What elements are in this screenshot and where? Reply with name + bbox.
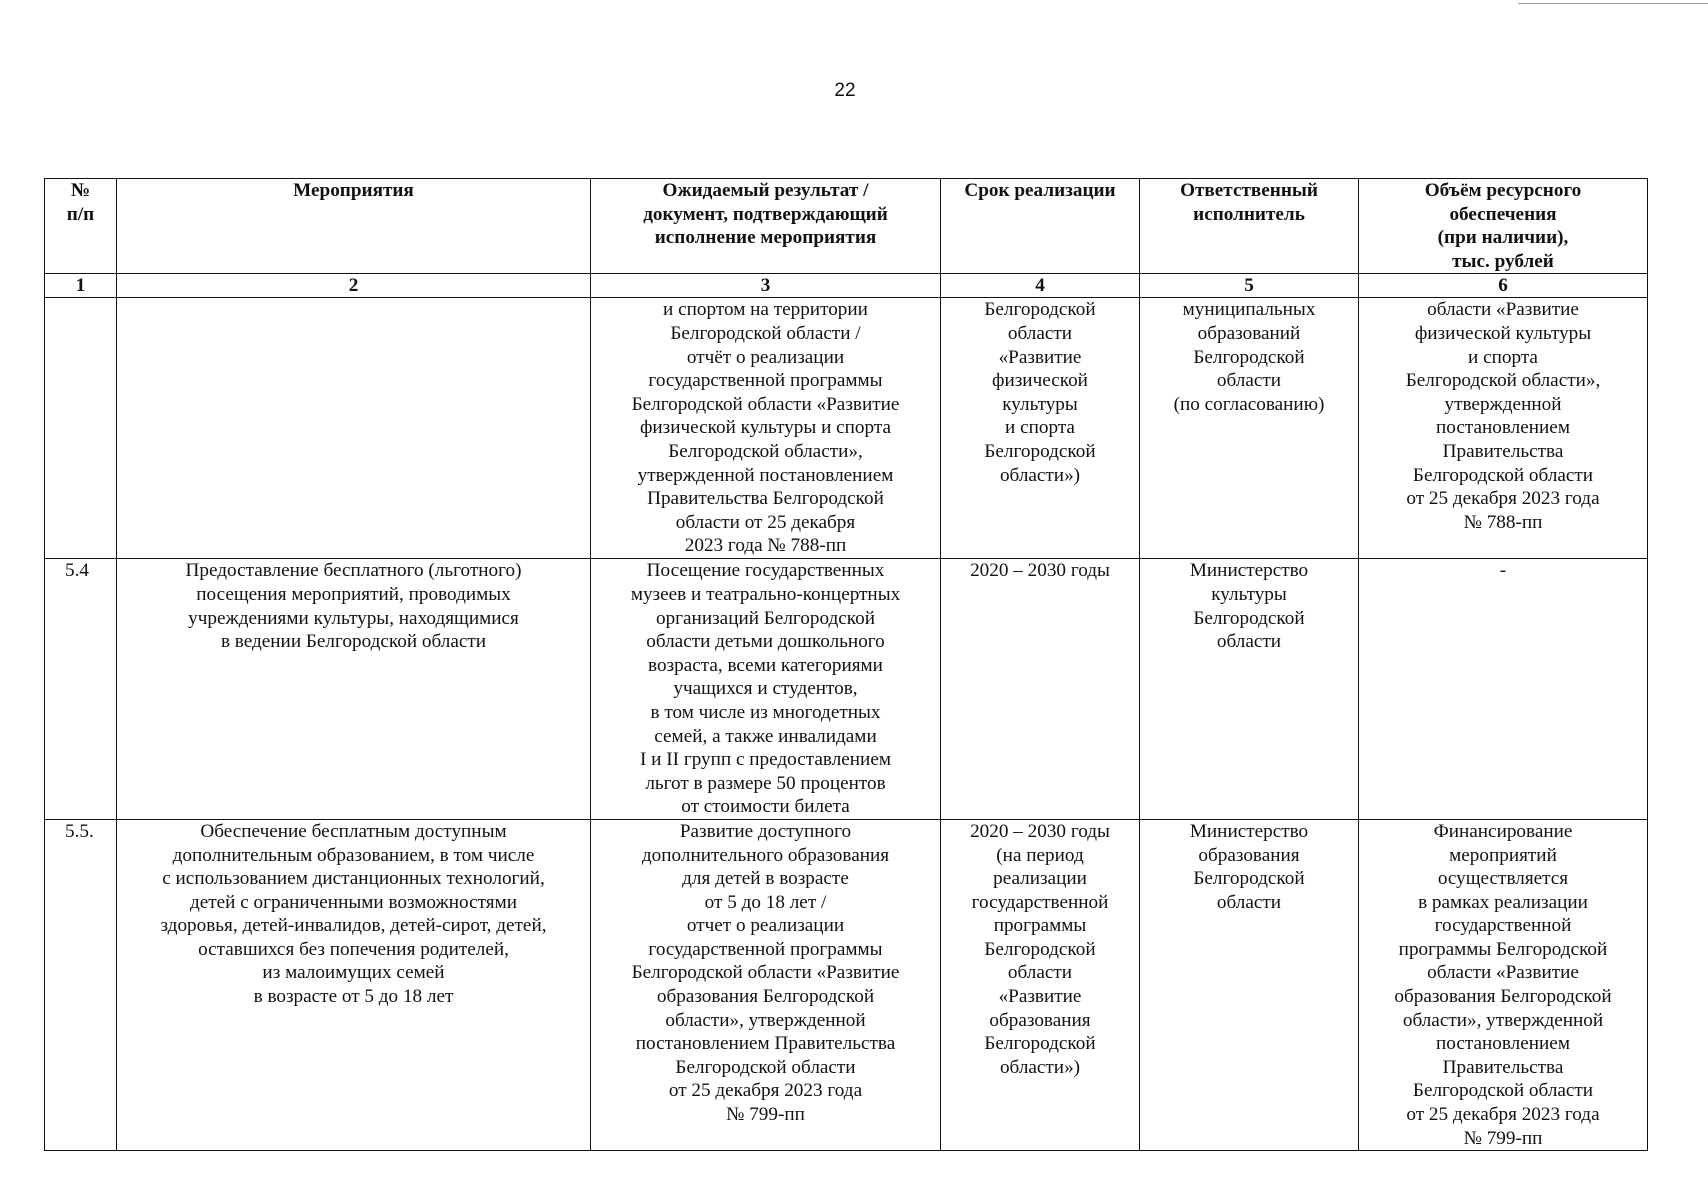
row-resources: - [1359,559,1648,820]
column-number: 5 [1140,274,1359,298]
row-responsible: муниципальных образований Белгородской области (по согласованию) [1140,298,1359,559]
column-number: 4 [941,274,1140,298]
table-row [45,559,1648,820]
table-row [45,819,1648,1150]
header-activity: Мероприятия [117,179,591,274]
activities-table [44,178,1648,1151]
header-result: Ожидаемый результат / документ, подтверждающий исполнение мероприятия [591,179,941,274]
column-number: 2 [117,274,591,298]
header-row [45,179,1648,274]
row-responsible: Министерство культуры Белгородской области [1140,559,1359,820]
row-activity: Обеспечение бесплатным доступным дополнительным образованием, в том числе с использованием дистанционных технологий, детей с ограниченными возможностями здоровья, детей-инвалидов, детей-сирот, детей, оставшихся без попечения родителей, из малоимущих семей в возрасте от 5 до 18 лет [117,819,591,1150]
header-resources: Объём ресурсного обеспечения (при наличии), тыс. рублей [1359,179,1648,274]
row-activity: Предоставление бесплатного (льготного) посещения мероприятий, проводимых учреждениями культуры, находящимися в ведении Белгородской области [117,559,591,820]
row-number: 5.5. [45,819,117,1150]
row-term: Белгородской области «Развитие физической культуры и спорта Белгородской области») [941,298,1140,559]
row-term: 2020 – 2030 годы (на период реализации государственной программы Белгородской области «Развитие образования Белгородской области») [941,819,1140,1150]
header-responsible: Ответственный исполнитель [1140,179,1359,274]
table-row [45,298,1648,559]
column-number: 6 [1359,274,1648,298]
row-result: Развитие доступного дополнительного образования для детей в возрасте от 5 до 18 лет / отчет о реализации государственной программы Белгородской области «Развитие образования Белгородской области», утвержденной постановлением Правительства Белгородской области от 25 декабря 2023 года № 799-пп [591,819,941,1150]
page-number: 22 [834,80,856,101]
row-number: 5.4 [45,559,117,820]
row-responsible: Министерство образования Белгородской области [1140,819,1359,1150]
row-number [45,298,117,559]
column-number: 3 [591,274,941,298]
header-number: № п/п [45,179,117,274]
column-number-row [45,274,1648,298]
row-result: и спортом на территории Белгородской области / отчёт о реализации государственной программы Белгородской области «Развитие физической культуры и спорта Белгородской области», утвержденной постановлением Правительства Белгородской области от 25 декабря 2023 года № 788-пп [591,298,941,559]
column-number: 1 [45,274,117,298]
row-term: 2020 – 2030 годы [941,559,1140,820]
row-resources: области «Развитие физической культуры и спорта Белгородской области», утвержденной постановлением Правительства Белгородской области от 25 декабря 2023 года № 788-пп [1359,298,1648,559]
row-result: Посещение государственных музеев и театрально-концертных организаций Белгородской области детьми дошкольного возраста, всеми категориями учащихся и студентов, в том числе из многодетных семей, а также инвалидами I и II групп с предоставлением льгот в размере 50 процентов от стоимости билета [591,559,941,820]
row-activity [117,298,591,559]
row-resources: Финансирование мероприятий осуществляется в рамках реализации государственной программы Белгородской области «Развитие образования Белгородской области», утвержденной постановлением Правительства Белгородской области от 25 декабря 2023 года № 799-пп [1359,819,1648,1150]
scan-edge-line [1518,3,1708,4]
header-term: Срок реализации [941,179,1140,274]
